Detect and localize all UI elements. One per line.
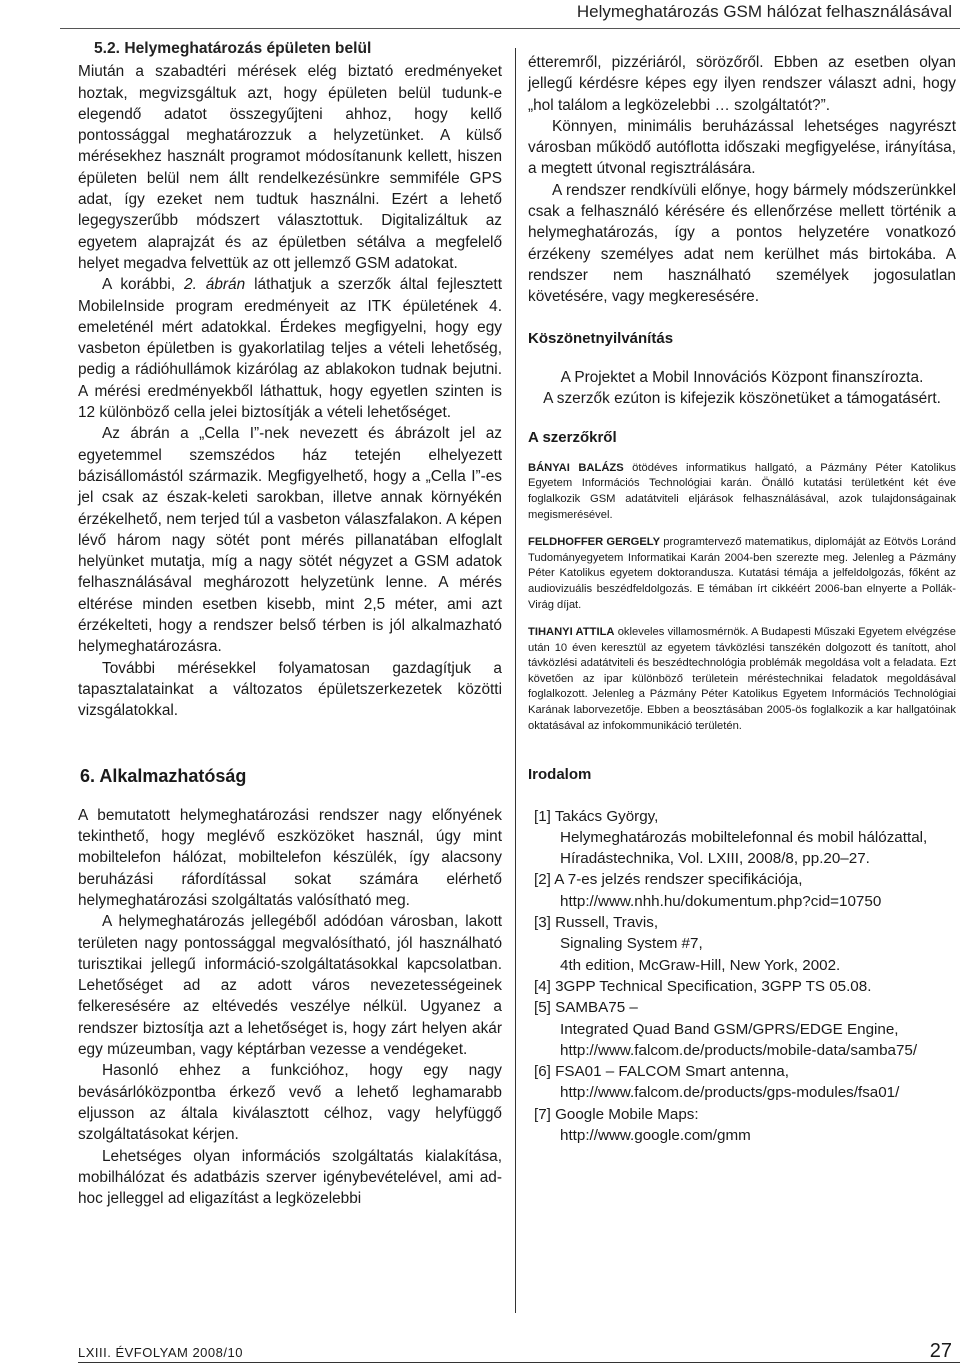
right-column [528, 52, 956, 1146]
author-bio [528, 625, 956, 734]
paragraph: Miután a szabadtéri mérések elég biztató eredményeket hoztak, megvizsgáltuk azt, hogy épületen belül tudunk-e elegendő adatot összegyűjteni ahhoz, hogy kellő pontossággal meghatározzuk a helyzetünket. A külső mérésekhez használt programot módosítanunk kellett, hiszen épületen belül nem állt rendelkezésünkre semmiféle GPS adat, így ezeket nem tudtuk használni. Ezért a lehető legegyszerűbb módszert választottuk. Digitalizáltuk az egyetem alaprajzát és az épületben sétálva a megfelelő helyet megadva felvettük az ott jellemző GSM adatokat. [78, 63, 502, 272]
paragraph: Lehetséges olyan információs szolgáltatás kialakítása, mobilhálózat és adatbázis szerver igénybevételével, ami ad-hoc jelleggel ad eligazítást a legközelebbi [78, 1147, 502, 1208]
paragraph: A bemutatott helymeghatározási rendszer nagy előnyének tekinthető, hogy meglévő eszközöket használ, úgy mint mobiltelefon hálózat, mobiltelefon készülék, így alacsony beruházási ráfordítással sokat számára elérhető helymeghatározási szolgáltatás valósítható meg. [78, 806, 502, 909]
references-list [528, 806, 956, 1147]
running-header: Helymeghatározás GSM hálózat felhasználásával [576, 2, 952, 21]
reference-item [528, 869, 956, 912]
footer-issue: LXIII. ÉVFOLYAM 2008/10 [78, 1345, 243, 1360]
paragraph-figure-ref [78, 274, 502, 423]
reference-item [528, 912, 956, 976]
reference-label: [1] Takács György, [534, 807, 659, 825]
reference-line: Integrated Quad Band GSM/GPRS/EDGE Engine, [560, 1020, 899, 1038]
author-bio-text: ötödéves informatikus hallgató, a Pázmány Péter Katolikus Egyetem Információs Technológiai karán. Önálló kutatási területként két éve foglalkozik GSM adatátviteli eljárások felhasználásával, azok tulajdonságainak megismerésével. [528, 461, 956, 521]
acknowledgements-heading: Köszönetnyilvánítás [528, 329, 674, 347]
reference-item [528, 997, 956, 1061]
paragraph: További mérésekkel folyamatosan gazdagítjuk a tapasztalatainkat a változatos épületszerkezetek közötti vizsgálatokkal. [78, 659, 502, 720]
reference-line: http://www.nhh.hu/dokumentum.php?cid=10750 [560, 892, 882, 910]
column-divider [515, 48, 516, 1313]
author-bio-text: programtervező matematikus, diplomáját az Eötvös Loránd Tudományegyetem Informatikai Karán 2004-ben szerezte meg. Jelenleg a Pázmány Péter Katolikus egyetem doktorandusza. Kutatási témája a jelfeldolgozás, főként az audiovizuális beszédfeldolgozás. E témában írt cikkéért 2006-ban elnyerte a Pollák-Virág díjat. [528, 536, 956, 611]
acknowledgements-text [528, 367, 956, 410]
section-heading-6: 6. Alkalmazhatóság [80, 765, 247, 786]
figure-reference: 2. ábrán [184, 276, 246, 294]
paragraph: A helymeghatározás jellegéből adódóan városban, lakott területen nagy pontossággal megvalósítható, jól használható turisztikai jellegű információ-szolgáltatásokkal kapcsolatban. Lehetőséget ad az adott város nevezetességeinek felkeresésére az eltévedés veszélye nélkül. Ugyanez a rendszer biztosítja azt a lehetőséget is, hogy zárt helyen akár egy múzeumban, vagy képtárban vezesse a vendégeket. [78, 913, 502, 1059]
author-name: TIHANYI ATTILA [528, 626, 615, 639]
reference-line: Helymeghatározás mobiltelefonnal és mobil hálózattal, [560, 828, 928, 846]
author-name: FELDHOFFER GERGELY [528, 536, 661, 549]
author-name: BÁNYAI BALÁZS [528, 461, 624, 474]
author-bio-text: okleveles villamosmérnök. A Budapesti Műszaki Egyetem elvégzése után 10 éven keresztül az egyetem távközlési tanszékén dolgozott és tanított, ahol távközlési adatátviteli és beszédtechnológia problémák megoldása volt a feladata. Ezt követően az ipar különböző területein méréstechnikai feladatok megoldásával foglalkozott. Jelenleg a Pázmány Péter Katolikus Egyetem Információs Technológiai Karának laborvezetője. Ebben a beosztásában 2005-ös foglalkozik a kar hallgatóinak oktatásával az infokommunikáció területén. [528, 626, 956, 732]
paragraph: Könnyen, minimális beruházással lehetséges nagyrészt városban működő autóflotta időszaki megfigyelése, irányítása, a megtett útvonal regisztrálására. [528, 117, 956, 178]
text-run: láthatjuk a szerzők által fejlesztett MobileInside program eredményeit az ITK épületének 4. emeleténél mért adatokkal. Érdekes megfigyelni, hogy egy vasbeton épületben is gyakorlatilag teljes a vételi lehetőség, pedig a rádióhullámok kizárólag az ablakokon tudnak bejutni. A mérési eredményekből láthattuk, hogy egyetlen szinten is 12 különböző cella jelei biztosítják a vételi lehetőséget. [78, 276, 502, 422]
reference-label: [3] Russell, Travis, [534, 914, 659, 932]
paragraph: Hasonló ehhez a funkcióhoz, hogy egy nagy bevásárlóközpontba érkező vevő a lehető leghamarabb eljusson az általa kiválasztott célhoz, vagy helyfüggő szolgáltatásokat kérjen. [78, 1062, 502, 1144]
reference-label: [2] A 7-es jelzés rendszer specifikációja, [534, 871, 803, 889]
reference-label: [5] SAMBA75 – [534, 999, 638, 1017]
ack-line: A Projektet a Mobil Innovációs Központ finanszírozta. [560, 368, 924, 386]
left-column [78, 38, 502, 1209]
page-number: 27 [929, 1340, 952, 1362]
reference-item [528, 1061, 956, 1104]
paragraph: A rendszer rendkívüli előnye, hogy bármely módszerünkkel csak a felhasználó kérésére és ellenőrzése mellett történik a helymeghatározás, így a pontos helyzetére vonatkozó érzékeny személyes adat nem kerülhet más birtokába. A rendszer nem használható személyek jogosulatlan követésére, vagy megkeresésére. [528, 181, 956, 306]
reference-label: [6] FSA01 – FALCOM Smart antenna, [534, 1063, 789, 1081]
paragraph: étteremről, pizzériáról, sörözőről. Ebben az esetben olyan jellegű kérdésre képes egy ilyen rendszer választ adni, hogy „hol találom a legközelebbi … szolgáltatót?”. [528, 54, 956, 114]
paragraph: Az ábrán a „Cella I”-nek nevezett és ábrázolt jel az egyetemmel szemszédos ház tetején elhelyezett bázisállomástól származik. Megfigyelhető, hogy a „Cella I”-es jel csak az észak-keleti sarokban, illetve annak környékén érzékelhető, nem terjed túl a vasbeton válaszfalakon. A képen lévő három nagy sötét pont mérés pillanatában elfoglalt helyünket mutatja, míg a nagy sötét négyzet a GSM adatok felhasználásával meghározott helyzetünk lenne. A mérés eltérése minden esetben kisebb, mint 2,5 méter, ami azt érzékelteti, hogy a rendszer belső térben is jól alkalmazható helymeghatározásra. [78, 425, 502, 656]
header-rule [60, 28, 960, 29]
reference-line: http://www.falcom.de/products/mobile-data/samba75/ [560, 1041, 918, 1059]
author-bios [528, 461, 956, 735]
authors-heading: A szerzőkről [528, 429, 617, 447]
author-bio [528, 461, 956, 523]
reference-label: [4] 3GPP Technical Specification, 3GPP TS 05.08. [534, 977, 872, 995]
author-bio [528, 535, 956, 613]
reference-line: Híradástechnika, Vol. LXIII, 2008/8, pp.20–27. [560, 850, 870, 868]
reference-item [528, 806, 956, 870]
reference-line: Signaling System #7, [560, 935, 703, 953]
reference-line: http://www.falcom.de/products/gps-modules/fsa01/ [560, 1084, 900, 1102]
reference-line: http://www.google.com/gmm [560, 1127, 751, 1144]
reference-line: 4th edition, McGraw-Hill, New York, 2002. [560, 956, 841, 974]
reference-label: [7] Google Mobile Maps: [534, 1105, 699, 1123]
references-heading: Irodalom [528, 766, 592, 784]
section-heading-5-2: 5.2. Helymeghatározás épületen belül [94, 40, 372, 57]
text-run: A korábbi, [102, 276, 185, 294]
reference-item [528, 1104, 956, 1147]
ack-line: A szerzők ezúton is kifejezik köszönetüket a támogatásért. [543, 390, 941, 408]
reference-item [528, 976, 956, 997]
